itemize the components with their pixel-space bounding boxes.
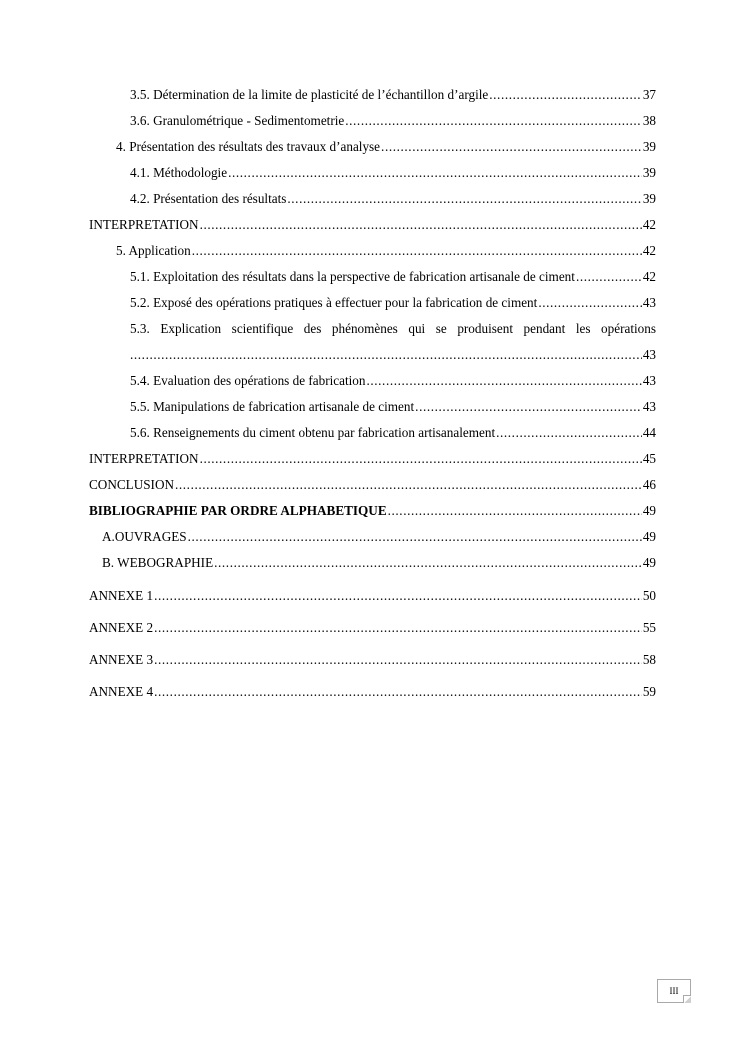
page-number: III <box>669 986 679 996</box>
toc-entry-page: 42 <box>642 217 656 232</box>
toc-entry-label: 5.2. Exposé des opérations pratiques à effectuer pour la fabrication de ciment <box>130 295 538 310</box>
toc-entry[interactable] <box>89 451 656 467</box>
toc-entry[interactable] <box>89 399 656 415</box>
toc-entry-label: CONCLUSION <box>89 477 174 492</box>
toc-entry-page: 45 <box>642 451 656 466</box>
toc-entry-label: 4.1. Méthodologie <box>130 165 228 180</box>
toc-entry-page: 39 <box>642 191 656 206</box>
toc-entry-label: 5. Application <box>116 243 191 258</box>
toc-entry-label: 5.3. Explication scientifique des phénomènes qui se produisent pendant les opérations <box>130 321 656 336</box>
toc-entry-label: INTERPRETATION <box>89 451 199 466</box>
toc-entry-page: 55 <box>642 620 656 635</box>
toc-entry-page: 43 <box>642 347 656 362</box>
toc-entry-page: 43 <box>642 373 656 388</box>
toc-entry-page: 59 <box>642 684 656 699</box>
toc-entry-label: INTERPRETATION <box>89 217 199 232</box>
dot-leader <box>538 295 641 311</box>
dot-leader <box>496 425 642 441</box>
toc-entry[interactable] <box>89 139 656 155</box>
toc-entry-continuation <box>89 347 656 363</box>
dot-leader <box>130 347 642 363</box>
toc-entry[interactable] <box>89 295 656 311</box>
toc-entry[interactable] <box>89 243 656 259</box>
toc-entry[interactable] <box>89 321 656 363</box>
dot-leader <box>154 588 642 604</box>
toc-entry[interactable] <box>89 555 656 571</box>
dot-leader <box>192 243 642 259</box>
toc-entry-page: 49 <box>642 503 656 518</box>
toc-entry-page: 42 <box>642 269 656 284</box>
toc-entry-label: 5.4. Evaluation des opérations de fabrication <box>130 373 366 388</box>
toc-entry[interactable] <box>89 373 656 389</box>
toc-entry-label: 5.1. Exploitation des résultats dans la perspective de fabrication artisanale de ciment <box>130 269 575 284</box>
toc-entry-label: A.OUVRAGES <box>102 529 187 544</box>
toc-entry-label: 4.2. Présentation des résultats <box>130 191 287 206</box>
toc-entry-page: 58 <box>642 652 656 667</box>
dot-leader <box>381 139 642 155</box>
toc-entry-page: 46 <box>642 477 656 492</box>
toc-entry[interactable] <box>89 652 656 668</box>
page-curl-icon <box>683 995 691 1003</box>
toc-entry-label-wrapped <box>89 321 656 337</box>
toc-entry[interactable] <box>89 529 656 545</box>
dot-leader <box>154 684 642 700</box>
toc-entry-page: 50 <box>642 588 656 603</box>
dot-leader <box>154 652 642 668</box>
toc-entry[interactable] <box>89 620 656 636</box>
dot-leader <box>228 165 642 181</box>
toc-entry-label: 5.5. Manipulations de fabrication artisanale de ciment <box>130 399 415 414</box>
toc-entry-page: 49 <box>642 555 656 570</box>
toc-entry[interactable] <box>89 217 656 233</box>
dot-leader <box>366 373 641 389</box>
toc-entry-page: 44 <box>642 425 656 440</box>
dot-leader <box>345 113 642 129</box>
toc-entry[interactable] <box>89 425 656 441</box>
toc-entry-label: ANNEXE 3 <box>89 652 154 667</box>
toc-entry-label: 4. Présentation des résultats des travaux d’analyse <box>116 139 381 154</box>
dot-leader <box>200 217 642 233</box>
toc-entry-page: 39 <box>642 165 656 180</box>
dot-leader <box>154 620 642 636</box>
dot-leader <box>576 269 642 285</box>
toc-entry-label: BIBLIOGRAPHIE PAR ORDRE ALPHABETIQUE <box>89 503 387 518</box>
dot-leader <box>388 503 642 519</box>
toc-entry[interactable] <box>89 87 656 103</box>
toc-entry-label: 3.5. Détermination de la limite de plasticité de l’échantillon d’argile <box>130 87 489 102</box>
toc-entry-page: 38 <box>642 113 656 128</box>
toc-entry[interactable] <box>89 477 656 493</box>
dot-leader <box>214 555 642 571</box>
toc-entry-page: 39 <box>642 139 656 154</box>
dot-leader <box>188 529 642 545</box>
toc-entry-page: 43 <box>642 399 656 414</box>
toc-entry-page: 49 <box>642 529 656 544</box>
dot-leader <box>415 399 642 415</box>
toc-entry-label: ANNEXE 1 <box>89 588 154 603</box>
dot-leader <box>200 451 642 467</box>
toc-entry[interactable] <box>89 165 656 181</box>
toc-entry[interactable] <box>89 191 656 207</box>
dot-leader <box>287 191 641 207</box>
toc-entry-label: B. WEBOGRAPHIE <box>102 555 214 570</box>
toc-entry[interactable] <box>89 588 656 604</box>
toc-entry-label: 3.6. Granulométrique - Sedimentometrie <box>130 113 345 128</box>
dot-leader <box>175 477 642 493</box>
toc-entry-label: ANNEXE 2 <box>89 620 154 635</box>
toc-entry-label: ANNEXE 4 <box>89 684 154 699</box>
toc-entry-label: 5.6. Renseignements du ciment obtenu par fabrication artisanalement <box>130 425 496 440</box>
toc-entry[interactable] <box>89 684 656 700</box>
toc-entry[interactable] <box>89 113 656 129</box>
toc-entry-page: 37 <box>642 87 656 102</box>
toc-entry-page: 42 <box>642 243 656 258</box>
dot-leader <box>489 87 642 103</box>
toc-entry-page: 43 <box>642 295 656 310</box>
toc-entry[interactable] <box>89 269 656 285</box>
page-number-badge <box>657 979 691 1003</box>
toc-entry[interactable] <box>89 503 656 519</box>
